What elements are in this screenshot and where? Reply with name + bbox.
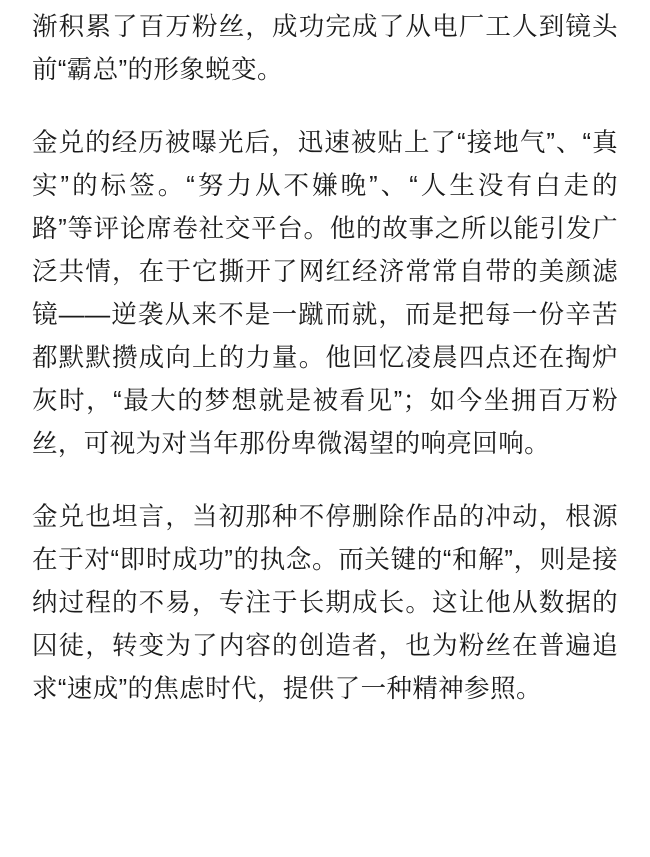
paragraph: 渐积累了百万粉丝，成功完成了从电厂工人到镜头前“霸总”的形象蜕变。 [32,13,618,84]
paragraph: 金兑的经历被曝光后，迅速被贴上了“接地气”、“真实”的标签。“努力从不嫌晚”、“人生没有白走的路”等评论席卷社交平台。他的故事之所以能引发广泛共情，在于它撕开了网红经济常常自带的美颜滤镜——逆袭从来不是一蹴而就，而是把每一份辛苦都默默攒成向上的力量。他回忆凌晨四点还在掏炉灰时，“最大的梦想就是被看见”；如今坐拥百万粉丝，可视为对当年那份卑微渴望的响亮回响。 [32,129,618,458]
paragraph: 金兑也坦言，当初那种不停删除作品的冲动，根源在于对“即时成功”的执念。而关键的“和解”，则是接纳过程的不易，专注于长期成长。这让他从数据的囚徒，转变为了内容的创造者，也为粉丝在普遍追求“速成”的焦虑时代，提供了一种精神参照。 [32,503,618,703]
